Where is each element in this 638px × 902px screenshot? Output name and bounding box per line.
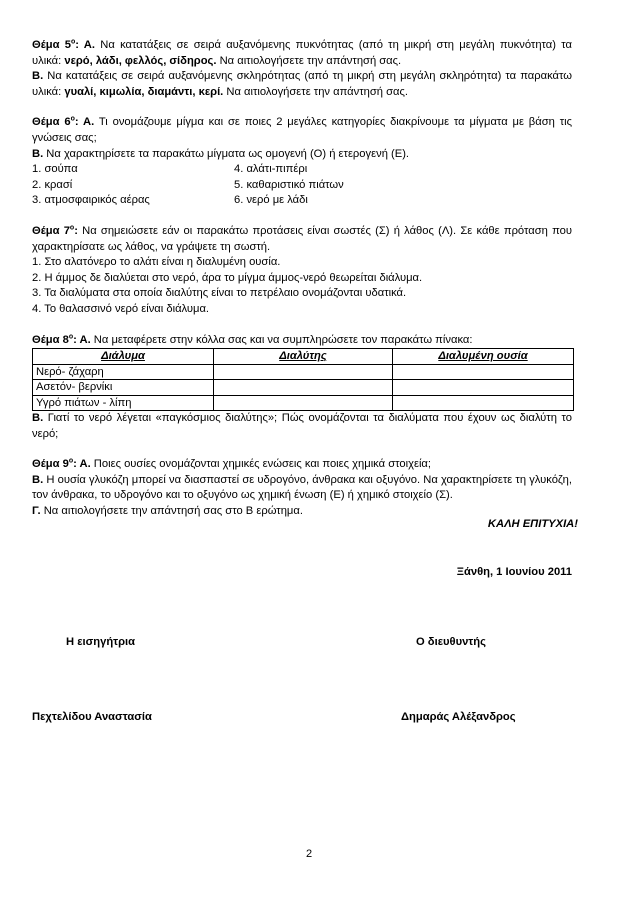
q6-b-label: Β. — [32, 147, 44, 160]
table-row — [33, 364, 574, 380]
q8-b-label: Β. — [32, 412, 44, 425]
q5-b-text-2: Να αιτιολογήσετε την απάντησή σας. — [223, 85, 408, 98]
q9-b-label: Β. — [32, 473, 44, 486]
q7-intro — [32, 224, 572, 255]
q7-statement-1: 1. Στο αλατόνερο το αλάτι είναι η διαλυμένη ουσία. — [32, 256, 281, 269]
q6-b-text: Να χαρακτηρίσετε τα παρακάτω μίγματα ως ομογενή (Ο) ή ετερογενή (Ε). — [43, 147, 410, 160]
table-header-solvent: Διαλύτης — [214, 349, 393, 365]
q9-c-text: Να αιτιολογήσετε την απάντησή σας στο Β ερώτημα. — [40, 505, 303, 518]
table-header-solute: Διαλυμένη ουσία — [393, 349, 574, 365]
q5-b-materials: γυαλί, κιμωλία, διαμάντι, κερί. — [64, 85, 224, 98]
q5-part-a — [32, 38, 572, 69]
table-cell — [393, 380, 574, 396]
q9-a-text: Ποιες ουσίες ονομάζονται χημικές ενώσεις και ποιες χημικά στοιχεία; — [90, 458, 432, 471]
table-cell — [393, 364, 574, 380]
table-cell — [214, 395, 393, 411]
table-header-row — [33, 349, 574, 365]
q9-part-a — [32, 457, 572, 473]
table-row — [33, 380, 574, 396]
q5-a-text-2: Να αιτιολογήσετε την απάντησή σας. — [216, 54, 402, 67]
q8-b-text: Γιατί το νερό λέγεται «παγκόσμιος διαλύτης»; Πώς ονομάζονται τα διαλύματα που έχουν ως διαλύτη το νερό; — [32, 412, 572, 440]
q5-b-label: Β. — [32, 70, 44, 83]
q6-part-b — [32, 147, 572, 163]
good-luck-text: ΚΑΛΗ ΕΠΙΤΥΧΙΑ! — [487, 518, 578, 530]
solutions-table — [32, 348, 574, 411]
table-cell — [393, 395, 574, 411]
table-cell — [214, 380, 393, 396]
list-item: 1. σούπα — [32, 163, 78, 176]
teacher-role: Η εισηγήτρια — [66, 636, 136, 648]
table-cell: Νερό- ζάχαρη — [33, 364, 214, 380]
q8-title: Θέμα $8^o$: Α. — [32, 332, 91, 346]
table-cell: Ασετόν- βερνίκι — [33, 380, 214, 396]
q5-title: Θέμα $5^o$: Α. — [32, 38, 95, 51]
date-text: Ξάνθη, 1 Ιουνίου 2011 — [456, 566, 572, 578]
q7-title: Θέμα $7^o$: — [32, 224, 78, 237]
q9-title: Θέμα $9^o$: Α. — [32, 457, 91, 471]
table-cell: Υγρό πιάτων - λίπη — [33, 395, 214, 411]
q6-a-text: Τι ονομάζουμε μίγμα και σε ποιες 2 μεγάλες κατηγορίες διακρίνουμε τα μίγματα με βάση τις γνώσεις σας; — [32, 116, 572, 144]
table-header-solution: Διάλυμα — [33, 349, 214, 365]
q9-c-label: Γ. — [32, 505, 41, 518]
q5-part-b — [32, 69, 572, 100]
director-name: Δημαράς Αλέξανδρος — [401, 711, 516, 723]
q5-a-text-1: Να κατατάξεις σε σειρά αυξανόμενης πυκνότητας (από τη μικρή στη μεγάλη πυκνότητα) τα υλικά: — [32, 39, 572, 67]
page-number: 2 — [306, 848, 313, 860]
q6-mixture-list-row-2 — [32, 178, 572, 194]
table-row — [33, 395, 574, 411]
q8-a-text: Να μεταφέρετε στην κόλλα σας και να συμπληρώσετε τον παρακάτω πίνακα: — [90, 333, 473, 346]
q7-statement-3: 3. Τα διαλύματα στα οποία διαλύτης είναι το πετρέλαιο ονομάζονται υδατικά. — [32, 287, 407, 300]
q9-part-b — [32, 473, 572, 504]
q8-part-a — [32, 333, 572, 349]
list-item: 4. αλάτι-πιπέρι — [234, 163, 308, 176]
q6-mixture-list-row-3 — [32, 193, 572, 209]
q6-title: Θέμα $6^o$: Α. — [32, 115, 95, 129]
q6-part-a — [32, 115, 572, 146]
list-item: 3. ατμοσφαιρικός αέρας — [32, 194, 150, 207]
teacher-name: Πεχτελίδου Αναστασία — [32, 711, 152, 723]
director-role: Ο διευθυντής — [416, 636, 486, 648]
list-item: 5. καθαριστικό πιάτων — [234, 178, 344, 191]
q5-b-text-1: Να κατατάξεις σε σειρά αυξανόμενης σκληρότητας (από τη μικρή στη μεγάλη σκληρότητα) τα παρακάτω υλικά: — [32, 70, 572, 98]
table-cell — [214, 364, 393, 380]
q8-part-b — [32, 411, 572, 442]
q6-mixture-list-row-1 — [32, 162, 572, 178]
list-item: 6. νερό με λάδι — [234, 194, 308, 207]
q7-text: Να σημειώσετε εάν οι παρακάτω προτάσεις είναι σωστές (Σ) ή λάθος (Λ). Σε κάθε πρόταση που χαρακτηρίσατε ως λάθος, να γράψετε τη σωστή. — [32, 224, 572, 253]
q9-b-text: Η ουσία γλυκόζη μπορεί να διασπαστεί σε υδρογόνο, άνθρακα και οξυγόνο. Να χαρακτηρίσετε τη γλυκόζη, τον άνθρακα, το υδρογόνο και το οξυγόνο ως χημική ένωση (Ε) ή χημικό στοιχείο (Σ). — [32, 473, 572, 502]
q5-a-materials: νερό, λάδι, φελλός, σίδηρος. — [64, 54, 217, 67]
list-item: 2. κρασί — [32, 178, 73, 191]
exam-page — [32, 38, 572, 520]
q7-statement-2: 2. Η άμμος δε διαλύεται στο νερό, άρα το μίγμα άμμος-νερό θεωρείται διάλυμα. — [32, 271, 423, 284]
q7-statement-4: 4. Το θαλασσινό νερό είναι διάλυμα. — [32, 302, 210, 315]
